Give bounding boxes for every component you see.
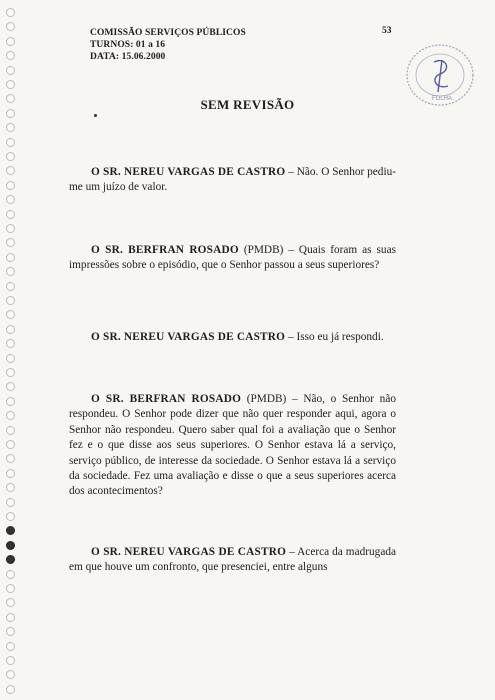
binder-hole: [6, 224, 15, 233]
binder-hole: [6, 613, 15, 622]
binder-hole: [6, 354, 15, 363]
binder-hole: [6, 37, 15, 46]
paragraph-text: – Isso eu já respondi.: [285, 331, 384, 343]
binder-hole: [6, 22, 15, 31]
paragraph-text: (PMDB) – Quais foram as suas impressões sobre o episódio, que o Senhor passou a seus superiores?: [69, 244, 396, 272]
speaker-name: O SR. NEREU VARGAS DE CASTRO: [91, 546, 287, 558]
binder-hole: [6, 339, 15, 348]
header-commission: COMISSÃO SERVIÇOS PÚBLICOS: [90, 28, 246, 38]
transcript-paragraph: [69, 545, 396, 576]
transcript-paragraph: [69, 243, 396, 274]
binder-hole: [6, 195, 15, 204]
binder-hole: [6, 397, 15, 406]
binder-hole: [6, 426, 15, 435]
binder-hole: [6, 584, 15, 593]
binder-hole: [6, 123, 15, 132]
binder-hole: [6, 541, 15, 550]
binder-hole: [6, 181, 15, 190]
binder-hole: [6, 253, 15, 262]
binder-hole: [6, 210, 15, 219]
binder-hole: [6, 325, 15, 334]
paragraph-text: – Acerca da madrugada em que houve um confronto, que presenciei, entre alguns: [69, 546, 396, 574]
binder-hole: [6, 440, 15, 449]
binder-hole: [6, 282, 15, 291]
speaker-name: O SR. BERFRAN ROSADO: [91, 244, 239, 256]
binder-hole: [6, 51, 15, 60]
paragraph-text: (PMDB) – Não, o Senhor não respondeu. O Senhor pode dizer que não quer responder aqui, agora o Senhor não respondeu. Quero saber qual foi a avaliação que o Senhor fez e o que disse aos seus superiores. O Senhor estava lá a serviço, serviço público, de interesse da sociedade. O Senhor estava lá a serviço da sociedade. Fez uma avaliação e disse o que a seus superiores acerca dos acontecimentos?: [69, 393, 396, 498]
binder-hole: [6, 512, 15, 521]
binder-hole: [6, 555, 15, 564]
binder-hole: [6, 166, 15, 175]
binder-hole: [6, 152, 15, 161]
speaker-name: O SR. BERFRAN ROSADO: [91, 393, 242, 405]
binder-hole: [6, 80, 15, 89]
binder-hole: [6, 498, 15, 507]
binder-hole: [6, 296, 15, 305]
transcript-paragraph: [69, 330, 396, 345]
binder-hole: [6, 267, 15, 276]
header-turns: TURNOS: 01 a 16: [90, 40, 166, 50]
binder-hole: [6, 685, 15, 694]
stamp-label: FOLHA: [432, 96, 453, 102]
binder-hole: [6, 66, 15, 75]
binder-hole: [6, 8, 15, 17]
binder-hole: [6, 469, 15, 478]
binder-hole: [6, 598, 15, 607]
document-header: [90, 27, 246, 63]
binder-hole: [6, 454, 15, 463]
header-date: DATA: 15.06.2000: [90, 52, 166, 62]
binder-hole: [6, 382, 15, 391]
page-number: 53: [382, 26, 392, 36]
binder-hole: [6, 368, 15, 377]
speaker-name: O SR. NEREU VARGAS DE CASTRO: [91, 331, 286, 343]
binder-hole: [6, 310, 15, 319]
transcript-paragraph: [69, 392, 396, 500]
paragraph-text: – Não. O Senhor pediu-me um juízo de valor.: [69, 166, 396, 194]
binder-hole: [6, 526, 15, 535]
binder-hole: [6, 627, 15, 636]
binder-hole: [6, 411, 15, 420]
binder-hole: [6, 570, 15, 579]
speaker-name: O SR. NEREU VARGAS DE CASTRO: [91, 166, 286, 178]
binder-hole: [6, 483, 15, 492]
binder-hole: [6, 670, 15, 679]
document-title: SEM REVISÃO: [200, 97, 295, 112]
binder-hole: [6, 138, 15, 147]
ink-dot: [94, 114, 97, 117]
binder-hole: [6, 656, 15, 665]
transcript-paragraph: [69, 165, 396, 196]
binder-hole: [6, 238, 15, 247]
binder-hole: [6, 642, 15, 651]
